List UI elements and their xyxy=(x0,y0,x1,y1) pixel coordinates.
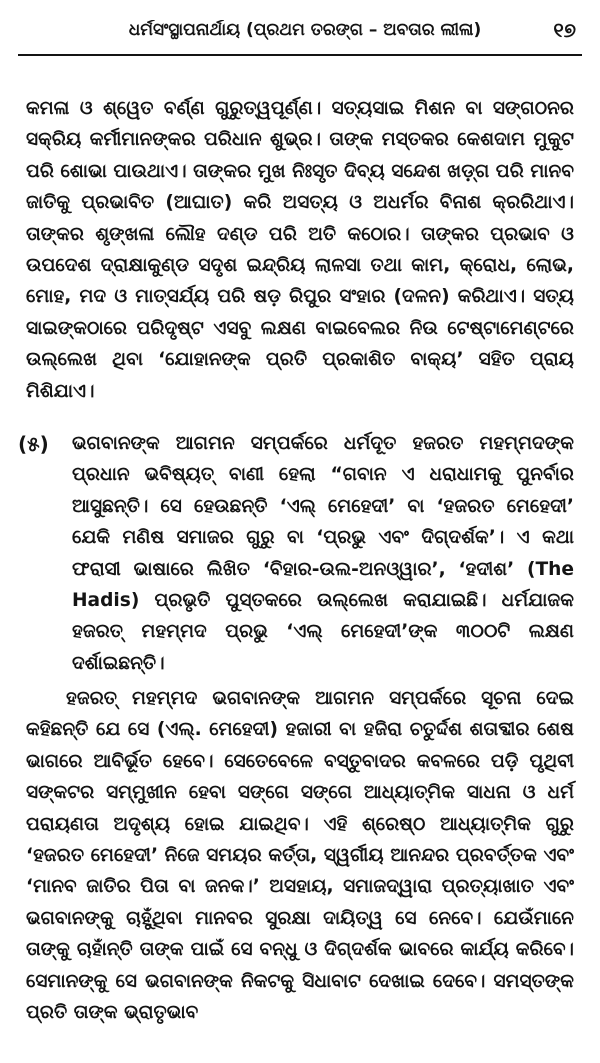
body-paragraph-1: କମଳା ଓ ଶ୍ୱେତ ବର୍ଣ୍ଣ ଗୁରୁତ୍ୱପୂର୍ଣ୍ଣ। ସତ୍ୟସାଇ ମିଶନ ବା ସଙ୍ଗଠନର ସକ୍ରିୟ କର୍ମୀମାନଙ୍କର ପରିଧାନ ଶୁଭ୍ର। ତାଙ୍କ ମସ୍ତକର କେଶଦାମ ମୁକୁଟ ପରି ଶୋଭା ପାଉଥାଏ। ତାଙ୍କର ମୁଖ ନିଃସୃତ ଦିବ୍ୟ ସନ୍ଦେଶ ଖଡ଼୍‌ଗ ପରି ମାନବ ଜାତିକୁ ପ୍ରଭାବିତ (ଆଘାତ) କରି ଅସତ୍ୟ ଓ ଅଧର୍ମର ବିନାଶ କ୍ରରିଥାଏ। ତାଙ୍କର ଶୃଙ୍ଖଳା ଲୌହ ଦଣ୍ଡ ପରି ଅତି କଠୋର। ତାଙ୍କର ପ୍ରଭାବ ଓ ଉପଦେଶ ଦ୍ରାକ୍ଷାକୁଣ୍ଡ ସଦୃଶ ଇନ୍ଦ୍ରିୟ ଲାଳସା ତଥା କାମ, କ୍ରୋଧ, ଲୋଭ, ମୋହ, ମଦ ଓ ମାତ୍ସର୍ଯ୍ୟ ପରି ଷଡ଼ ରିପୁର ସଂହାର (ଦଳନ) କରିଥାଏ। ସତ୍ୟ ସାଇଙ୍କଠାରେ ପରିଦୃଷ୍ଟ ଏସବୁ ଲକ୍ଷଣ ବାଇବେଲର ନିଉ ଟେଷ୍ଟାମେଣ୍ଟରେ ଉଲ୍ଲେଖ ଥିବା ‘ଯୋହାନଙ୍କ ପ୍ରତି ପ୍ରକାଶିତ ବାକ୍ୟ’ ସହିତ ପ୍ରାୟ ମିଶିଯାଏ। xyxy=(26,98,574,402)
running-header xyxy=(18,8,582,56)
running-title: ଧର୍ମସଂସ୍ଥାପନାର୍ଥାୟ (ପ୍ରଥମ ତରଙ୍ଗ – ଅବତାର ଲୀଳା) xyxy=(128,20,482,40)
body-paragraph-3: ହଜରତ୍ ମହମ୍ମଦ ଭଗବାନଙ୍କ ଆଗମନ ସମ୍ପର୍କରେ ସୂଚନା ଦେଇ କହିଛନ୍ତି ଯେ ସେ (ଏଲ୍. ମେହେଦୀ) ହଜାରୀ ବା ହଜିରା ଚତୁର୍ଦ୍ଦଶ ଶତାବ୍ଦୀର ଶେଷ ଭାଗରେ ଆବିର୍ଭୂତ ହେବେ। ସେତେବେଳେ ବସ୍ତୁବାଦର କବଳରେ ପଡ଼ି ପୃଥିବୀ ସଙ୍କଟର ସମ୍ମୁଖୀନ ହେବା ସଙ୍ଗେ ସଙ୍ଗେ ଆଧ୍ୟାତ୍ମିକ ସାଧନା ଓ ଧର୍ମ ପରାୟଣତା ଅଦୃଶ୍ୟ ହୋଇ ଯାଇଥିବ। ଏହି ଶ୍ରେଷ୍ଠ ଆଧ୍ୟାତ୍ମିକ ଗୁରୁ ‘ହଜରତ ମେହେଦୀ’ ନିଜେ ସମୟର କର୍ତ୍ତା, ସ୍ୱର୍ଗୀୟ ଆନନ୍ଦର ପ୍ରବର୍ତ୍ତକ ଏବଂ ‘ମାନବ ଜାତିର ପିତା ବା ଜନକ।’ ଅସହାୟ, ସମାଜଦ୍ୱାରା ପ୍ରତ୍ୟାଖାତ ଏବଂ ଭଗବାନଙ୍କୁ ଚାହୁଁଥିବା ମାନବର ସୁରକ୍ଷା ଦାୟିତ୍ୱ ସେ ନେବେ। ଯେଉଁମାନେ ତାଙ୍କୁ ଚାହାଁନ୍ତି ତାଙ୍କ ପାଇଁ ସେ ବନ୍ଧୁ ଓ ଦିଗ୍‌ଦର୍ଶକ ଭାବରେ କାର୍ଯ୍ୟ କରିବେ। ସେମାନଙ୍କୁ ସେ ଭଗବାନଙ୍କ ନିକଟକୁ ସିଧାବାଟ ଦେଖାଇ ଦେବେ। ସମସ୍ତଙ୍କ ପ୍ରତି ତାଙ୍କ ଭ୍ରାତୃଭାବ xyxy=(26,688,574,1024)
item-paragraph: ଭଗବାନଙ୍କ ଆଗମନ ସମ୍ପର୍କରେ ଧର୍ମଦୂତ ହଜରତ ମହମ୍ମଦଙ୍କ ପ୍ରଧାନ ଭବିଷ୍ୟତ୍ ବାଣୀ ହେଲା “ଗବାନ ଏ ଧରାଧାମକୁ ପୁନର୍ବାର ଆସୁଛନ୍ତି। ସେ ହେଉଛନ୍ତି ‘ଏଲ୍ ମେହେଦୀ’ ବା ‘ହଜରତ ମେହେଦୀ’ ଯେକି ମଣିଷ ସମାଜର ଗୁରୁ ବା ‘ପ୍ରଭୁ ଏବଂ ଦିଗ୍‌ଦର୍ଶକ’। ଏ କଥା ଫରାସୀ ଭାଷାରେ ଲିଖିତ ‘ବିହାର-ଉଲ-ଅନଓ୍ୱାର’, ‘ହଦୀଶ’ (The Hadis) ପ୍ରଭୃତି ପୁସ୍ତକରେ ଉଲ୍ଲେଖ କରାଯାଇଛି। ଧର୍ମଯାଜକ ହଜରତ୍ ମହମ୍ମଦ ପ୍ରଭୁ ‘ଏଲ୍ ମେହେଦୀ’ଙ୍କ ୩୦୦ଟି ଲକ୍ଷଣ ଦର୍ଶାଇଛନ୍ତି। xyxy=(72,433,574,674)
page-number: ୧୭ xyxy=(553,18,576,42)
item-number-label: (୫) xyxy=(18,432,49,456)
